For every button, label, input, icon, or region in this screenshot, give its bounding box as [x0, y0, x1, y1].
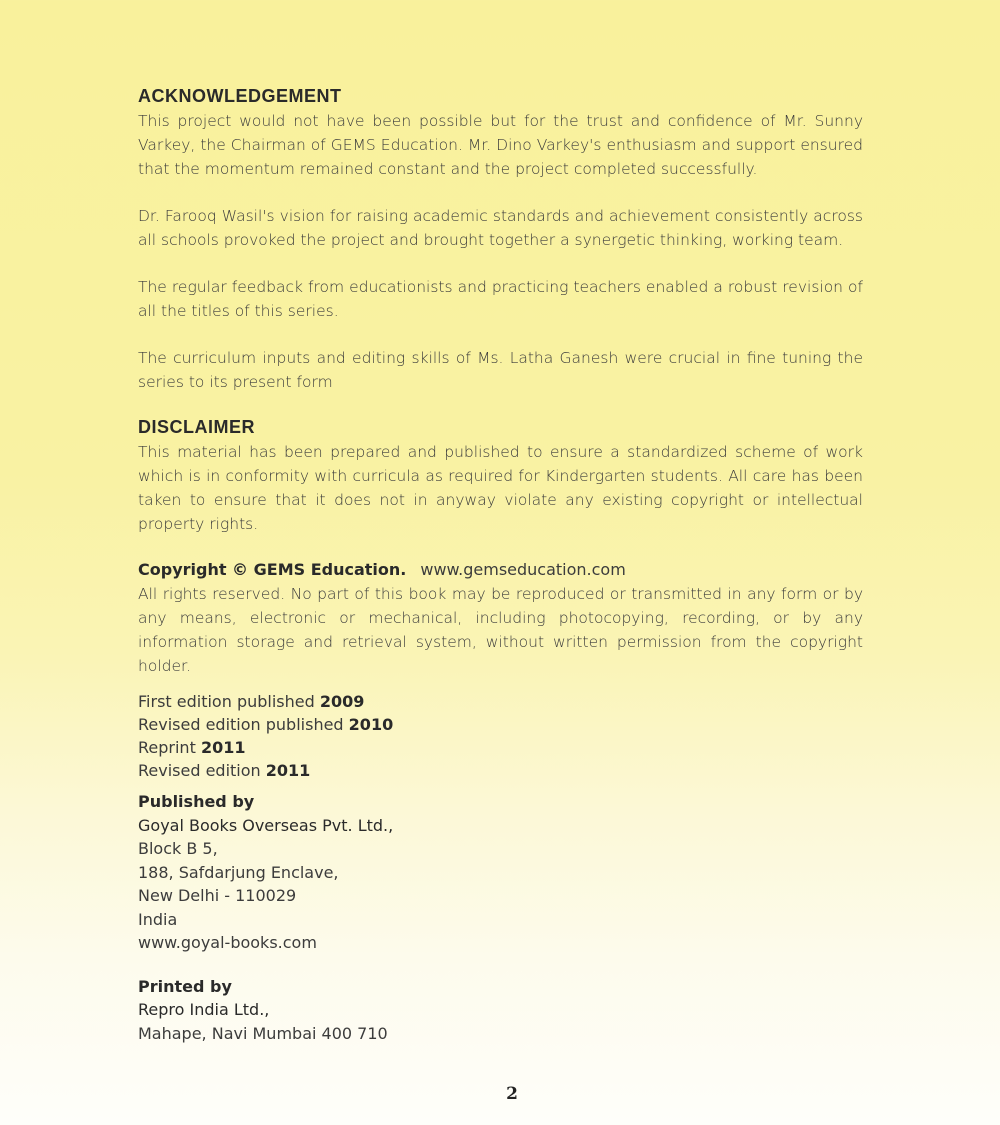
website-link[interactable]: www.gemseducation.com	[420, 560, 626, 579]
publisher-website-link[interactable]: www.goyal-books.com	[138, 933, 317, 952]
copyright-line	[138, 558, 863, 582]
copyright-section	[138, 558, 863, 678]
edition-line	[138, 690, 863, 713]
acknowledgement-paragraph: The curriculum inputs and editing skills of Ms. Latha Ganesh were crucial in fine tuning the series to its present form	[138, 349, 863, 391]
edition-label: Revised edition	[138, 761, 261, 780]
edition-line	[138, 713, 863, 736]
publisher-name: Goyal Books Overseas Pvt. Ltd.,	[138, 815, 394, 835]
publisher-address-line: Block B 5,	[138, 839, 218, 858]
acknowledgement-section	[138, 86, 863, 394]
disclaimer-heading: DISCLAIMER	[138, 417, 255, 437]
disclaimer-section	[138, 417, 863, 536]
edition-line	[138, 736, 863, 759]
printer-name: Repro India Ltd.,	[138, 1000, 270, 1019]
acknowledgement-paragraph: The regular feedback from educationists and practicing teachers enabled a robust revision of all the titles of this series.	[138, 278, 863, 320]
edition-history	[138, 690, 863, 782]
printer-address-line: Mahape, Navi Mumbai 400 710	[138, 1023, 388, 1043]
imprint-page	[138, 86, 863, 1045]
edition-label: Revised edition published	[138, 715, 344, 734]
copyright-label: Copyright © GEMS Education.	[138, 560, 407, 579]
publisher-block	[138, 790, 863, 955]
published-by-label: Published by	[138, 792, 255, 811]
edition-year: 2010	[348, 715, 394, 734]
publisher-address-line: India	[138, 909, 178, 929]
acknowledgement-paragraph: Dr. Farooq Wasil's vision for raising academic standards and achievement consistently across all schools provoked the project and brought together a synergetic thinking, working team.	[138, 207, 863, 249]
acknowledgement-heading: ACKNOWLEDGEMENT	[138, 86, 342, 106]
edition-label: First edition published	[138, 692, 315, 711]
edition-year: 2009	[319, 692, 365, 711]
edition-label: Reprint	[138, 738, 196, 757]
printer-block	[138, 975, 863, 1046]
acknowledgement-paragraph: This project would not have been possible but for the trust and confidence of Mr. Sunny Varkey, the Chairman of GEMS Education. Mr. Dino Varkey's enthusiasm and support ensured that the momentum remained constant and the project completed successfully.	[138, 112, 863, 178]
edition-year: 2011	[200, 738, 246, 757]
publisher-address-line: New Delhi - 110029	[138, 886, 297, 905]
disclaimer-text: This material has been prepared and published to ensure a standardized scheme of work which is in conformity with curricula as required for Kindergarten students. All care has been taken to ensure that it does not in anyway violate any existing copyright or intellectual property rights.	[138, 443, 863, 533]
page-number: 2	[506, 1084, 518, 1104]
printed-by-label: Printed by	[138, 976, 232, 996]
edition-year: 2011	[265, 761, 311, 780]
edition-line	[138, 759, 863, 782]
publisher-address-line: 188, Safdarjung Enclave,	[138, 862, 339, 882]
copyright-text: All rights reserved. No part of this book may be reproduced or transmitted in any form or by any means, electronic or mechanical, including photocopying, recording, or by any information storage and retrieval system, without written permission from the copyright holder.	[138, 585, 863, 675]
